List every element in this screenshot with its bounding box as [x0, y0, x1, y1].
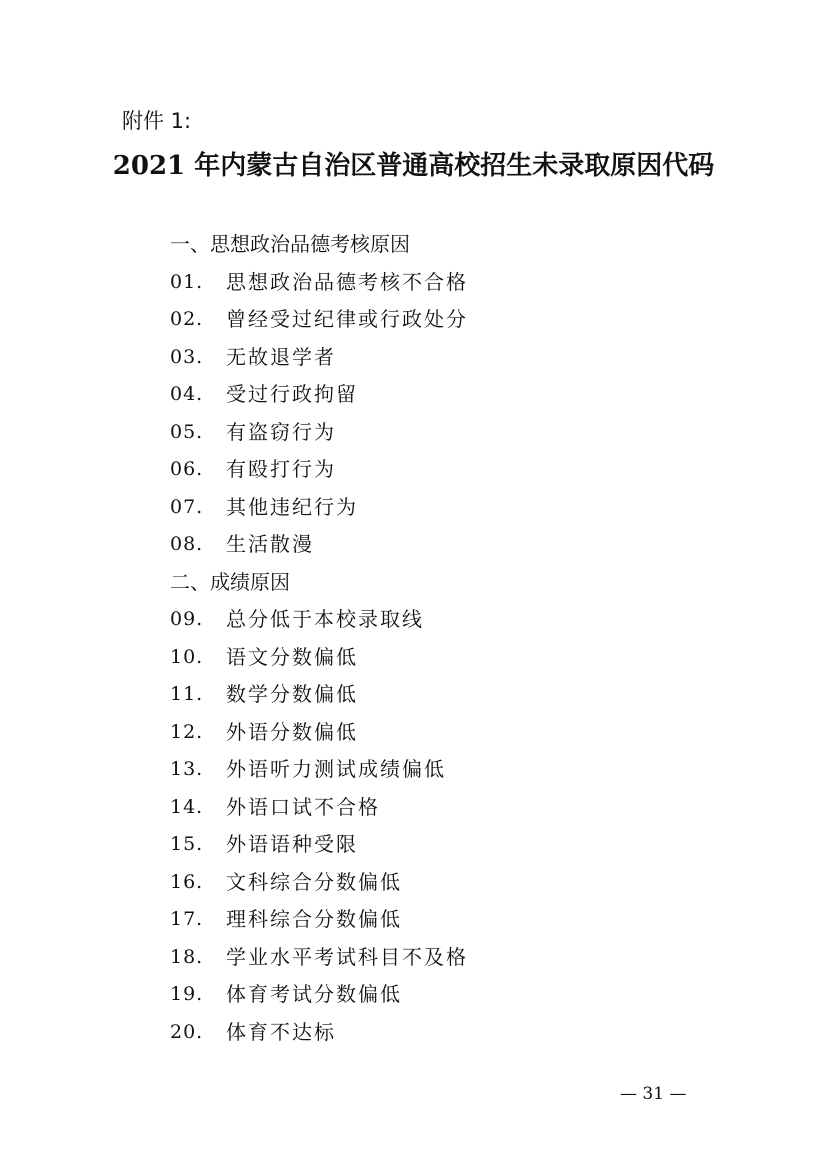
- reason-text: 语文分数偏低: [226, 644, 358, 669]
- reason-text: 有殴打行为: [226, 457, 336, 481]
- reason-text: 外语分数偏低: [226, 719, 358, 744]
- reason-text: 学业水平考试科目不及格: [226, 944, 468, 969]
- reason-code: 05.: [170, 420, 204, 443]
- reason-code: 14.: [170, 795, 204, 818]
- reason-code: 02.: [170, 308, 204, 330]
- section-heading-scores: 二、成绩原因: [170, 569, 290, 594]
- reason-code: 09.: [170, 608, 204, 630]
- reason-text: 数学分数偏低: [226, 682, 358, 706]
- reason-code: 07.: [170, 495, 204, 518]
- reason-code: 17.: [170, 908, 204, 930]
- reason-text: 理科综合分数偏低: [226, 907, 402, 931]
- reason-code: 04.: [170, 383, 204, 405]
- reason-code: 06.: [170, 458, 204, 480]
- reason-text: 文科综合分数偏低: [226, 869, 402, 894]
- reason-text: 外语口试不合格: [226, 794, 380, 819]
- reason-code: 10.: [170, 645, 204, 668]
- reason-code: 03.: [170, 345, 204, 368]
- reason-code: 01.: [170, 270, 204, 293]
- section-heading-ideology: 一、思想政治品德考核原因: [170, 232, 410, 256]
- reason-text: 外语听力测试成绩偏低: [226, 757, 446, 781]
- reason-text: 无故退学者: [226, 344, 336, 369]
- reason-code: 13.: [170, 758, 204, 780]
- reason-code: 08.: [170, 533, 204, 555]
- reason-text: 体育考试分数偏低: [226, 982, 402, 1006]
- page-title: 2021 年内蒙古自治区普通高校招生未录取原因代码: [112, 151, 715, 181]
- reason-code: 15.: [170, 833, 204, 855]
- reason-text: 外语语种受限: [226, 832, 358, 856]
- reason-code: 12.: [170, 720, 204, 743]
- reason-code: 19.: [170, 983, 204, 1005]
- reason-code: 11.: [170, 683, 204, 705]
- page-number: — 31 —: [620, 1084, 687, 1104]
- reason-text: 生活散漫: [226, 532, 314, 556]
- reason-code: 18.: [170, 945, 204, 968]
- reason-text: 曾经受过纪律或行政处分: [226, 307, 468, 331]
- reason-text: 其他违纪行为: [226, 494, 358, 519]
- reason-text: 有盗窃行为: [226, 419, 336, 444]
- reason-code: 20.: [170, 1020, 204, 1043]
- reason-code: 16.: [170, 870, 204, 893]
- reason-text: 受过行政拘留: [226, 382, 358, 406]
- attachment-label: 附件 1:: [122, 109, 192, 133]
- reason-text: 总分低于本校录取线: [226, 607, 424, 631]
- reason-text: 体育不达标: [226, 1019, 336, 1044]
- reason-text: 思想政治品德考核不合格: [226, 269, 468, 294]
